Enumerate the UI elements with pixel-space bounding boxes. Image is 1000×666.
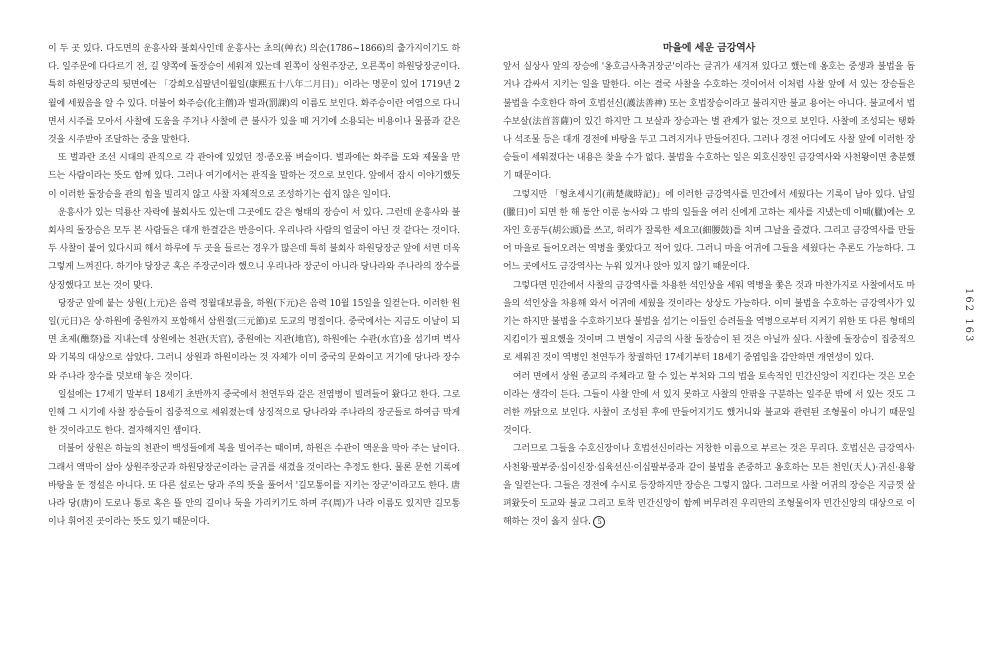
- right-paragraph-3: 그렇다면 민간에서 사찰의 금강역사를 차용한 석인상을 세워 역병을 쫓은 것과 마찬가지로 사찰에서도 마을의 석인상을 차용해 와서 어귀에 세웠을 것이라는 상상도 가능하다. 이미 불법을 수호하는 금강역사가 있기는 하지만 불법을 수호하기보다 불법을 섬기는 이들인 승려들을 역병으로부터 지켜기 위한 또 다른 형태의 지킴이가 필요했을 것이며 그 변형이 지금의 사찰 돌장승이 된 것은 아닐까 싶다. 사찰에 돌장승이 집중적으로 세워진 것이 역병인 천연두가 창궐하던 17세기부터 18세기 중엽임을 감안하면 개연성이 있다.: [503, 280, 915, 364]
- left-paragraph-5: 일설에는 17세기 말부터 18세기 초반까지 중국에서 천연두와 같은 전염병이 빌려들어 왔다고 한다. 그로 인해 그 시기에 사찰 장승들이 집중적으로 세워졌는데 상징적으로 당나라와 주나라의 장군들로 하여금 막게 한 것이라고도 한다. 결자해지인 셈이다.: [48, 389, 460, 437]
- right-paragraph-4: 여러 면에서 상원 종교의 주체라고 할 수 있는 부처와 그의 법을 토속적인 민간신앙이 지킨다는 것은 모순이라는 생각이 든다. 그들이 사찰 안에 서 있지 못하고 사찰의 안팎을 구분하는 일주문 밖에 서 있는 것도 그러한 까닭으로 보인다. 사찰이 조성된 후에 만들어지기도 했거니와 불교와 관련된 조형물이 아니기 때문일 것이다.: [503, 371, 915, 437]
- page-numbers: 162 163: [963, 288, 974, 344]
- right-paragraph-1: 앞서 실상사 앞의 장승에 '옹호금사축귀장군'이라는 글귀가 새겨져 있다고 했는데 옹호는 중생과 불법을 돕거나 감싸서 지키는 일을 말한다. 이는 결국 사찰을 수호하는 것이어서 이처럼 사찰 앞에 서 있는 장승들은 불법을 수호한다 하여 호법선신(護法善神) 또는 호법장승이라고 불리지만 불교 용어는 아니다. 불교에서 법수보살(法首菩薩)이 있긴 하지만 그 보살과 장승과는 별 관계가 없는 것으로 보인다. 사찰에 조성되는 탱화나 석조물 등은 대개 경전에 바탕을 두고 그려지거나 만들어진다. 그러나 경전 어디에도 사찰 앞에 이러한 장승들이 세워졌다는 내용은 찾을 수가 없다. 불법을 수호하는 일은 외호신장인 금강역사와 사천왕이면 충분했기 때문이다.: [503, 62, 915, 182]
- end-mark-icon: 5: [593, 516, 605, 528]
- left-paragraph-3: 운흥사가 있는 덕룡산 자락에 불회사도 있는데 그곳에도 같은 형태의 장승이 서 있다. 그런데 운흥사와 불회사의 돌장승은 모두 본 사람들은 대개 한결같은 반응이다. 우리나라 사람의 얼굴이 아닌 것 같다는 것이다. 두 사찰이 붙어 있다시피 해서 하루에 두 곳을 들르는 경우가 많은데 특히 불회사 하원당장군 앞에 서면 더욱 그렇게 느껴진다. 하기야 당장군 혹은 주장군이라 했으니 우리나라 장군이 아니라 당나라와 주나라의 장수를 상징했다고 보는 것이 맞다.: [48, 207, 460, 291]
- left-page: [48, 40, 460, 531]
- right-paragraph-2: 그렇지만 「형초세시기(荊楚歲時記)」에 이러한 금강역사를 민간에서 세웠다는 기록이 남아 있다. 납일(臘日)이 되면 한 해 동안 이룬 농사와 그 밖의 일들을 여러 신에게 고하는 제사를 지냈는데 이때(臘)에는 오자인 호공두(胡公頭)를 쓰고, 허리가 잘록한 세요고(細腰鼓)를 치며 그날을 즐겼다. 그리고 금강역사를 만들어 마을로 들어오려는 역병을 쫓았다고 적어 있다. 그러니 마을 어귀에 그들을 세웠다는 추론도 가능하다. 그 어느 곳에서도 금강역사는 누워 있거나 앉아 있지 않기 때문이다.: [503, 189, 915, 273]
- section-heading: 마을에 세운 금강역사: [662, 43, 756, 54]
- right-page: [503, 40, 915, 531]
- right-paragraph-5: [503, 440, 915, 531]
- left-paragraph-2: 또 벌과란 조선 시대의 관직으로 각 관아에 있었던 정·종오품 벼슬이다. 벌과에는 화주를 도와 제물을 만드는 사람이라는 뜻도 함께 있다. 그러나 여기에서는 관직을 말하는 것으로 보인다. 앞에서 잠시 이야기했듯이 이러한 돌장승을 관의 힘을 빌리지 않고 사찰 자체적으로 조성하기는 쉽지 않은 일이다.: [48, 153, 460, 200]
- left-paragraph-1: 이 두 곳 있다. 다도면의 운흥사와 불회사인데 운흥사는 초의(艸衣) 의순(1786~1866)의 출가지이기도 하다. 일주문에 다다르기 전, 길 양쪽에 돌장승이 세워져 있는데 왼쪽이 상원주장군, 오른쪽이 하원당장군이다. 특히 하원당장군의 뒷면에는 「강희오십팔년이월일(康熙五十八年二月日)」이라는 명문이 있어 1719년 2월에 세웠음을 알 수 있다. 더불어 화주승(化主僧)과 벌과(罰課)의 이름도 보인다. 화주승이란 여염으로 다니면서 시주를 모아서 사찰에 도움을 주거나 사찰에 큰 불사가 있을 때 거기에 소용되는 비용이나 물품과 같은 것을 시주받아 조달하는 중을 말한다.: [48, 44, 460, 146]
- left-paragraph-4: 당장군 앞에 붙는 상원(上元)은 음력 정월대보름을, 하원(下元)은 음력 10월 15일을 일컫는다. 이러한 원일(元日)은 상·하원에 중원까지 포함해서 삼원절(三元節)로 도교의 명절이다. 중국에서는 지금도 이날이 되면 초제(醮祭)를 지내는데 상원에는 천관(天官), 중원에는 지관(地官), 하원에는 수관(水官)을 섬기며 벽사와 기복의 대상으로 삼았다. 그러니 상원과 하원이라는 것 자체가 이미 중국의 문화이고 거기에 당나라 장수와 주나라 장수를 덧보태 놓은 것이다.: [48, 298, 460, 382]
- right-paragraph-5-text: 그러므로 그들을 수호신장이나 호법선신이라는 거창한 이름으로 부르는 것은 무리다. 호법신은 금강역사·사천왕·팔부중·십이신장·십육선신·이십팔부중과 같이 불법을 존중하고 옹호하는 모든 천인(天人)·귀신·용왕을 일컫는다. 그들은 경전에 수시로 등장하지만 장승은 그렇지 않다. 그러므로 사찰 어귀의 장승은 지금껏 살펴왔듯이 도교와 불교 그리고 토착 민간신앙이 함께 버무려진 우리만의 조형물이자 민간신앙의 대상으로 이해하는 것이 옳지 싶다.: [503, 444, 915, 528]
- left-paragraph-6: 더불어 상원은 하늘의 천관이 백성들에게 복을 빌어주는 때이며, 하원은 수관이 액운을 막아 주는 날이다. 그래서 액막이 삼아 상원주장군과 하원당장군이라는 글귀를 새겼을 것이라는 추정도 한다. 물론 문헌 기록에 바탕을 둔 정설은 아니다. 또 다른 설로는 당과 주의 뜻을 풀어서 '길모통이를 지키는 장군'이라고도 한다. 唐나라 당(唐)이 도로나 통로 혹은 뜰 안의 길이나 둑을 가리키기도 하며 주(周)가 나라 이름도 있지만 길모통이나 휘어진 곳이라는 뜻도 있기 때문이다.: [48, 444, 460, 528]
